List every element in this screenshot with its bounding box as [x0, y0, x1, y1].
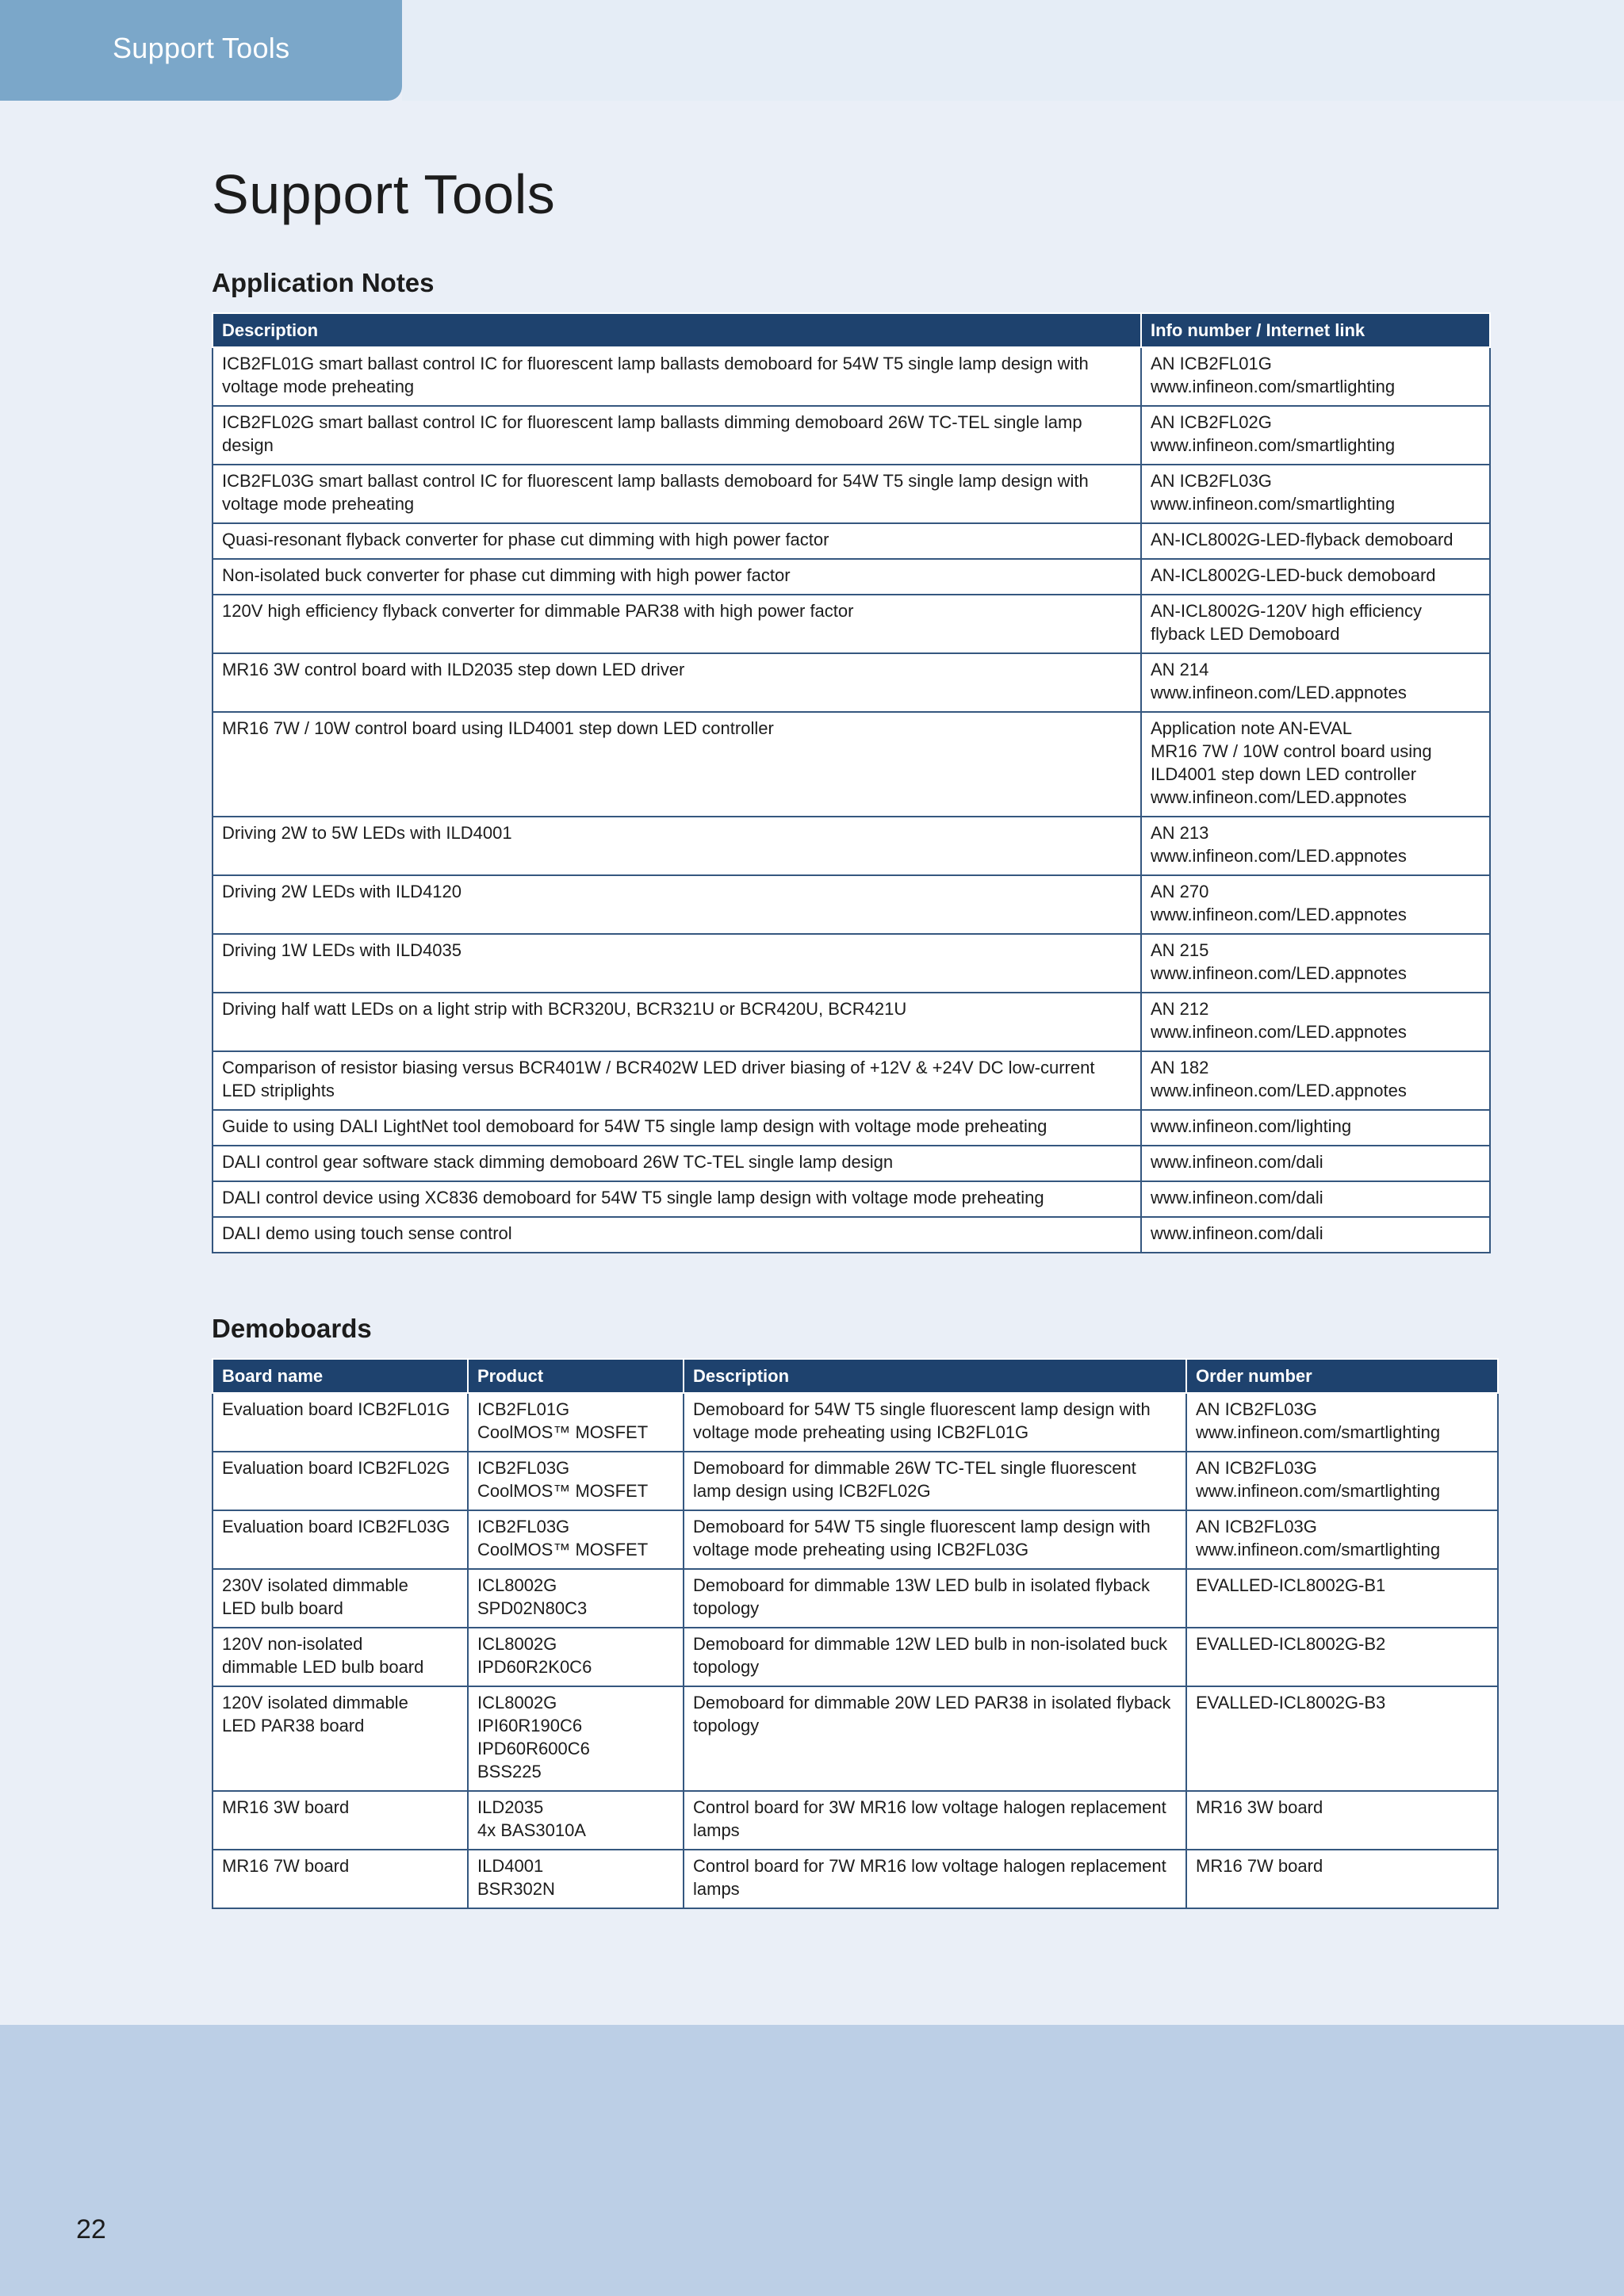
table-row — [213, 559, 1490, 595]
table-row — [213, 1393, 1498, 1452]
page-number: 22 — [76, 2214, 106, 2244]
description-cell: Driving 2W LEDs with ILD4120 — [213, 875, 1141, 934]
order-number-cell: AN ICB2FL03G www.infineon.com/smartlighting — [1186, 1510, 1498, 1569]
order-number-cell: MR16 3W board — [1186, 1791, 1498, 1850]
info-link-cell: AN 215 www.infineon.com/LED.appnotes — [1141, 934, 1490, 993]
info-link-cell: AN 182 www.infineon.com/LED.appnotes — [1141, 1051, 1490, 1110]
table-row — [213, 1181, 1490, 1217]
board-name-cell: MR16 3W board — [213, 1791, 468, 1850]
description-cell: Demoboard for 54W T5 single fluorescent lamp design with voltage mode preheating using ICB2FL01G — [684, 1393, 1186, 1452]
table-row — [213, 653, 1490, 712]
order-number-cell: EVALLED-ICL8002G-B3 — [1186, 1686, 1498, 1791]
section-tab — [0, 0, 402, 101]
board-name-cell: Evaluation board ICB2FL02G — [213, 1452, 468, 1510]
column-header: Board name — [213, 1359, 468, 1393]
product-cell: ICL8002G IPD60R2K0C6 — [468, 1628, 684, 1686]
board-name-cell: Evaluation board ICB2FL03G — [213, 1510, 468, 1569]
description-cell: Demoboard for dimmable 13W LED bulb in isolated flyback topology — [684, 1569, 1186, 1628]
description-cell: DALI control device using XC836 demoboard for 54W T5 single lamp design with voltage mode preheating — [213, 1181, 1141, 1217]
table-row — [213, 934, 1490, 993]
table-row — [213, 1051, 1490, 1110]
table-row — [213, 1791, 1498, 1850]
table-row — [213, 1146, 1490, 1181]
footer-band — [0, 2025, 1624, 2296]
description-cell: 120V high efficiency flyback converter for dimmable PAR38 with high power factor — [213, 595, 1141, 653]
order-number-cell: MR16 7W board — [1186, 1850, 1498, 1908]
info-link-cell: www.infineon.com/lighting — [1141, 1110, 1490, 1146]
table-row — [213, 465, 1490, 523]
description-cell: Demoboard for 54W T5 single fluorescent lamp design with voltage mode preheating using ICB2FL03G — [684, 1510, 1186, 1569]
description-cell: Control board for 3W MR16 low voltage halogen replacement lamps — [684, 1791, 1186, 1850]
table-row — [213, 1452, 1498, 1510]
column-header: Order number — [1186, 1359, 1498, 1393]
board-name-cell: 120V non-isolated dimmable LED bulb board — [213, 1628, 468, 1686]
info-link-cell: AN ICB2FL01G www.infineon.com/smartlighting — [1141, 347, 1490, 406]
product-cell: ILD4001 BSR302N — [468, 1850, 684, 1908]
description-cell: ICB2FL02G smart ballast control IC for fluorescent lamp ballasts dimming demoboard 26W TC-TEL single lamp design — [213, 406, 1141, 465]
table-row — [213, 1850, 1498, 1908]
table-row — [213, 1569, 1498, 1628]
product-cell: ICL8002G SPD02N80C3 — [468, 1569, 684, 1628]
board-name-cell: Evaluation board ICB2FL01G — [213, 1393, 468, 1452]
table-row — [213, 875, 1490, 934]
table-row — [213, 712, 1490, 817]
info-link-cell: AN 270 www.infineon.com/LED.appnotes — [1141, 875, 1490, 934]
table-header-row — [213, 1359, 1498, 1393]
table-row — [213, 347, 1490, 406]
app-notes-title: Application Notes — [212, 268, 435, 297]
description-cell: Driving 1W LEDs with ILD4035 — [213, 934, 1141, 993]
description-cell: MR16 3W control board with ILD2035 step down LED driver — [213, 653, 1141, 712]
board-name-cell: MR16 7W board — [213, 1850, 468, 1908]
info-link-cell: AN ICB2FL03G www.infineon.com/smartlighting — [1141, 465, 1490, 523]
description-cell: DALI control gear software stack dimming demoboard 26W TC-TEL single lamp design — [213, 1146, 1141, 1181]
description-cell: Control board for 7W MR16 low voltage halogen replacement lamps — [684, 1850, 1186, 1908]
table-row — [213, 523, 1490, 559]
description-cell: Demoboard for dimmable 12W LED bulb in non-isolated buck topology — [684, 1628, 1186, 1686]
table-row — [213, 595, 1490, 653]
product-cell: ICB2FL03G CoolMOS™ MOSFET — [468, 1452, 684, 1510]
description-cell: Demoboard for dimmable 26W TC-TEL single fluorescent lamp design using ICB2FL02G — [684, 1452, 1186, 1510]
order-number-cell: EVALLED-ICL8002G-B2 — [1186, 1628, 1498, 1686]
column-header: Product — [468, 1359, 684, 1393]
description-cell: Demoboard for dimmable 20W LED PAR38 in isolated flyback topology — [684, 1686, 1186, 1791]
description-cell: DALI demo using touch sense control — [213, 1217, 1141, 1253]
product-cell: ILD2035 4x BAS3010A — [468, 1791, 684, 1850]
description-cell: Guide to using DALI LightNet tool demoboard for 54W T5 single lamp design with voltage mode preheating — [213, 1110, 1141, 1146]
product-cell: ICB2FL01G CoolMOS™ MOSFET — [468, 1393, 684, 1452]
info-link-cell: AN-ICL8002G-120V high efficiency flyback LED Demoboard — [1141, 595, 1490, 653]
product-cell: ICB2FL03G CoolMOS™ MOSFET — [468, 1510, 684, 1569]
page-title: Support Tools — [212, 163, 556, 225]
app-notes-table — [212, 312, 1491, 1253]
description-cell: Comparison of resistor biasing versus BCR401W / BCR402W LED driver biasing of +12V & +24V DC low-current LED striplights — [213, 1051, 1141, 1110]
table-row — [213, 1686, 1498, 1791]
table-header-row — [213, 313, 1490, 347]
board-name-cell: 120V isolated dimmable LED PAR38 board — [213, 1686, 468, 1791]
description-cell: Non-isolated buck converter for phase cut dimming with high power factor — [213, 559, 1141, 595]
info-link-cell: www.infineon.com/dali — [1141, 1181, 1490, 1217]
info-link-cell: www.infineon.com/dali — [1141, 1146, 1490, 1181]
order-number-cell: AN ICB2FL03G www.infineon.com/smartlighting — [1186, 1393, 1498, 1452]
info-link-cell: AN 212 www.infineon.com/LED.appnotes — [1141, 993, 1490, 1051]
info-link-cell: AN ICB2FL02G www.infineon.com/smartlighting — [1141, 406, 1490, 465]
table-row — [213, 1110, 1490, 1146]
header-strip — [402, 0, 1624, 101]
table-row — [213, 406, 1490, 465]
section-tab-label: Support Tools — [113, 32, 290, 64]
info-link-cell: Application note AN-EVAL MR16 7W / 10W control board using ILD4001 step down LED controller www.infineon.com/LED.appnotes — [1141, 712, 1490, 817]
description-cell: MR16 7W / 10W control board using ILD4001 step down LED controller — [213, 712, 1141, 817]
description-cell: Quasi-resonant flyback converter for phase cut dimming with high power factor — [213, 523, 1141, 559]
product-cell: ICL8002G IPI60R190C6 IPD60R600C6 BSS225 — [468, 1686, 684, 1791]
info-link-cell: www.infineon.com/dali — [1141, 1217, 1490, 1253]
column-header: Description — [213, 313, 1141, 347]
description-cell: Driving 2W to 5W LEDs with ILD4001 — [213, 817, 1141, 875]
description-cell: ICB2FL01G smart ballast control IC for fluorescent lamp ballasts demoboard for 54W T5 single lamp design with voltage mode preheating — [213, 347, 1141, 406]
column-header: Info number / Internet link — [1141, 313, 1490, 347]
column-header: Description — [684, 1359, 1186, 1393]
description-cell: ICB2FL03G smart ballast control IC for fluorescent lamp ballasts demoboard for 54W T5 single lamp design with voltage mode preheating — [213, 465, 1141, 523]
table-row — [213, 1628, 1498, 1686]
order-number-cell: EVALLED-ICL8002G-B1 — [1186, 1569, 1498, 1628]
table-row — [213, 817, 1490, 875]
table-row — [213, 1510, 1498, 1569]
description-cell: Driving half watt LEDs on a light strip with BCR320U, BCR321U or BCR420U, BCR421U — [213, 993, 1141, 1051]
demoboards-table — [212, 1358, 1499, 1909]
info-link-cell: AN 214 www.infineon.com/LED.appnotes — [1141, 653, 1490, 712]
board-name-cell: 230V isolated dimmable LED bulb board — [213, 1569, 468, 1628]
table-row — [213, 1217, 1490, 1253]
info-link-cell: AN 213 www.infineon.com/LED.appnotes — [1141, 817, 1490, 875]
info-link-cell: AN-ICL8002G-LED-buck demoboard — [1141, 559, 1490, 595]
order-number-cell: AN ICB2FL03G www.infineon.com/smartlighting — [1186, 1452, 1498, 1510]
demoboards-title: Demoboards — [212, 1314, 372, 1343]
table-row — [213, 993, 1490, 1051]
info-link-cell: AN-ICL8002G-LED-flyback demoboard — [1141, 523, 1490, 559]
